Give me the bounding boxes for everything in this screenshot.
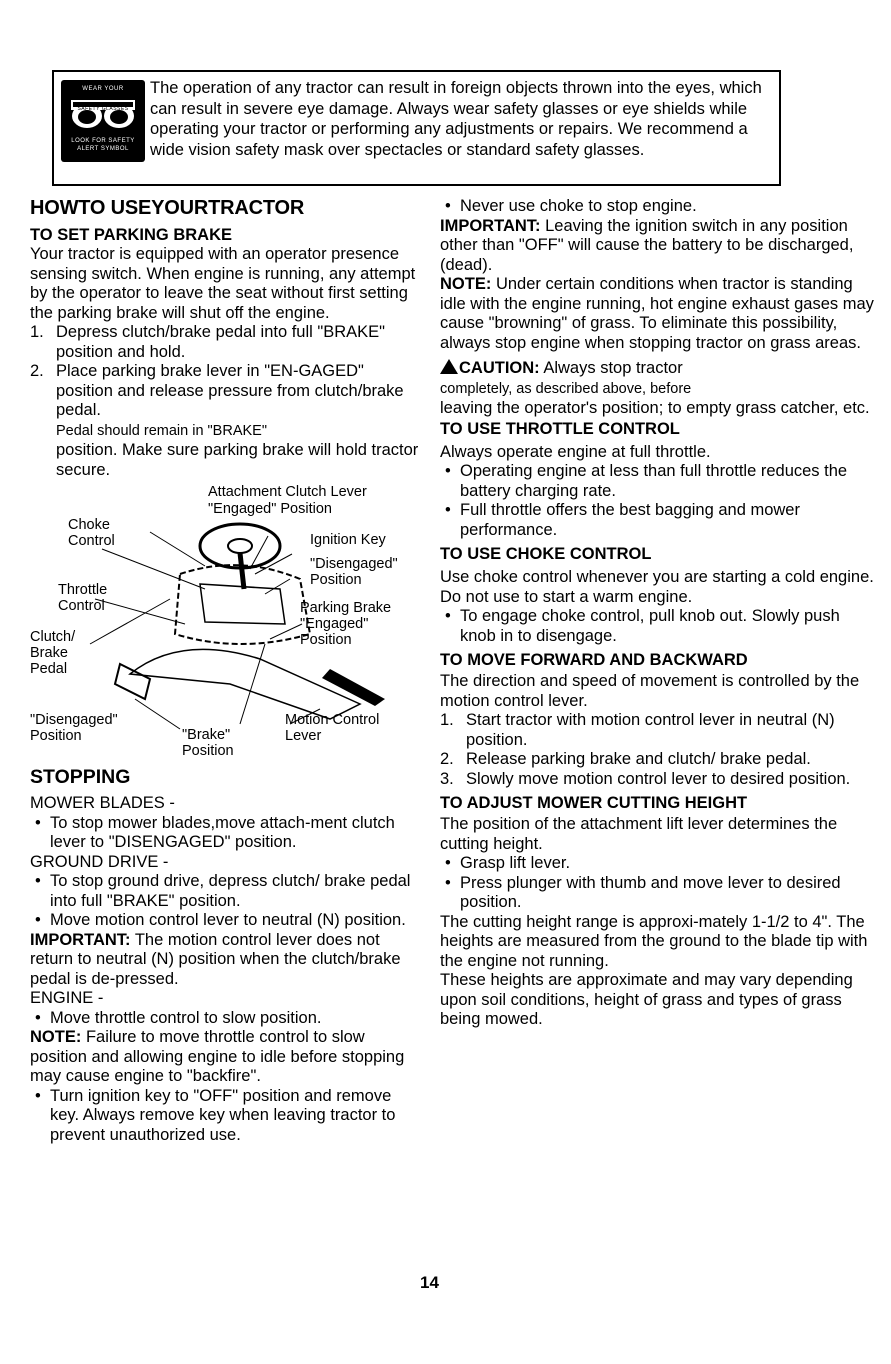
left-column — [30, 197, 420, 1145]
cutting-height-text: The cutting height range is approxi-mately 1-1/2 to 4". The heights are measured from the ground to the blade tip with the engine not running. — [440, 912, 868, 970]
cutting-height-intro: The position of the attachment lift lever determines the cutting height. — [440, 815, 838, 853]
bullet-text: Move throttle control to slow position. — [50, 1008, 322, 1027]
list-item: 3. Slowly move motion control lever to desired position. — [440, 769, 851, 788]
choke-intro: Use choke control whenever you are starting a cold engine. Do not use to start a warm engine. — [440, 568, 874, 606]
engine-list-2 — [30, 1087, 420, 1146]
mower-blades-list — [30, 814, 420, 853]
list-item: • Full throttle offers the best bagging and mower performance. — [445, 501, 800, 539]
stopping-heading: STOPPING — [30, 766, 131, 788]
choke-warning-list — [440, 197, 880, 217]
section-title: HOWTO USEYOURTRACTOR — [30, 197, 305, 219]
engine-list-1 — [30, 1009, 420, 1029]
caution-label: CAUTION: — [459, 359, 540, 377]
move-steps — [440, 711, 880, 789]
important-paragraph — [30, 931, 420, 990]
caution-icon — [440, 359, 458, 374]
list-item: • Grasp lift lever. — [445, 854, 571, 872]
step-text: Start tractor with motion control lever in neutral (N) position. — [466, 711, 835, 749]
choke-list — [440, 607, 880, 646]
bullet-text: Full throttle offers the best bagging and mower performance. — [460, 501, 800, 539]
page-number: 14 — [420, 1273, 439, 1292]
step-note-small: Pedal should remain in "BRAKE" — [56, 422, 267, 439]
bullet-text: Operating engine at less than full throttle reduces the battery charging rate. — [460, 462, 848, 500]
caution-small-text: completely, as described above, before — [440, 380, 692, 397]
engine-heading: ENGINE - — [30, 989, 104, 1007]
parking-brake-intro: Your tractor is equipped with an operator presence sensing switch. When engine is running, any attempt by the operator to leave the seat without first setting the parking brake will shut off the engine. — [30, 245, 416, 322]
parking-brake-heading: TO SET PARKING BRAKE — [30, 226, 232, 244]
note-text: Under certain conditions when tractor is standing idle with the engine running, hot engine exhaust gases may cause "browning" of grass. To eliminate this possibility, always stop engine when stopping tractor on grass areas. — [440, 275, 874, 352]
throttle-list — [440, 462, 880, 540]
step-text: Slowly move motion control lever to desired position. — [466, 769, 851, 788]
note-paragraph — [440, 275, 880, 353]
important-label: IMPORTANT: — [30, 930, 131, 949]
ground-drive-heading: GROUND DRIVE - — [30, 852, 169, 871]
mower-blades-heading: MOWER BLADES - — [30, 794, 175, 812]
figure-label: "Engaged" Position — [208, 501, 332, 517]
cutting-height-text-2: These heights are approximate and may vary depending upon soil conditions, height of grass and types of grass being mowed. — [440, 971, 853, 1028]
figure-label: Throttle Control — [58, 582, 108, 614]
move-heading: TO MOVE FORWARD AND BACKWARD — [440, 651, 748, 669]
bullet-text: To stop mower blades,move attach-ment clutch lever to "DISENGAGED" position. — [50, 813, 395, 851]
list-item: 2. Place parking brake lever in "EN-GAGED" position and release pressure from clutch/brake pedal. Pedal should remain in "BRAKE" position. Make sure parking brake will hold tractor secure. — [30, 362, 419, 479]
caution-text-end: leaving the operator's position; to empty grass catcher, etc. — [440, 399, 870, 417]
icon-text-line: SAFETY GLASSES — [77, 106, 129, 112]
step-text-end: position. Make sure parking brake will hold tractor secure. — [56, 441, 419, 479]
list-item: • To stop mower blades,move attach-ment clutch lever to "DISENGAGED" position. — [35, 813, 395, 851]
glasses-icon — [61, 96, 145, 136]
caution-text: Always stop tractor — [543, 359, 683, 377]
safety-glasses-icon — [61, 80, 145, 162]
move-intro: The direction and speed of movement is controlled by the motion control lever. — [440, 672, 860, 710]
important-text: The motion control lever does not return to neutral (N) position when the clutch/brake pedal is de-pressed. — [30, 930, 401, 988]
step-text: Release parking brake and clutch/ brake pedal. — [466, 750, 811, 768]
choke-heading: TO USE CHOKE CONTROL — [440, 545, 652, 563]
cutting-height-heading: TO ADJUST MOWER CUTTING HEIGHT — [440, 794, 748, 812]
note-text: Failure to move throttle control to slow position and allowing engine to idle before stopping may cause engine to "backfire". — [30, 1028, 405, 1085]
list-item: • Operating engine at less than full throttle reduces the battery charging rate. — [445, 462, 848, 500]
figure-label: Clutch/ Brake Pedal — [30, 629, 76, 677]
bullet-text: Move motion control lever to neutral (N) position. — [50, 911, 406, 929]
figure-label: "Brake" Position — [182, 727, 234, 759]
figure-label: Choke Control — [68, 517, 115, 549]
bullet-text: To stop ground drive, depress clutch/ brake pedal into full "BRAKE" position. — [50, 872, 411, 910]
tractor-controls-figure — [30, 484, 420, 764]
figure-label: Ignition Key — [310, 532, 386, 548]
throttle-intro: Always operate engine at full throttle. — [440, 442, 711, 461]
list-item: 2. Release parking brake and clutch/ brake pedal. — [440, 750, 811, 768]
caution-paragraph — [440, 359, 880, 419]
warning-text: The operation of any tractor can result in foreign objects thrown into the eyes, which can result in severe eye damage. Always wear safety glasses or eye shields while operating your tractor or performing any adjustments or repairs. We recommend a wide vision safety mask over spectacles or standard safety glasses. — [150, 79, 762, 159]
parking-brake-steps — [30, 323, 420, 480]
figure-label: "Disengaged" Position — [30, 712, 118, 744]
throttle-heading: TO USE THROTTLE CONTROL — [440, 419, 680, 438]
list-item: • Move throttle control to slow position. — [35, 1008, 322, 1027]
right-column — [440, 197, 880, 1030]
note-label: NOTE: — [440, 275, 492, 293]
icon-text-line: LOOK FOR SAFETY — [71, 138, 135, 144]
list-item: • Never use choke to stop engine. — [445, 197, 697, 215]
icon-text-line: WEAR YOUR — [82, 86, 124, 92]
note-paragraph — [30, 1028, 420, 1087]
bullet-text: Turn ignition key to "OFF" position and remove key. Always remove key when leaving tractor to prevent unauthorized use. — [50, 1086, 396, 1144]
list-item: • To engage choke control, pull knob out. Slowly push knob in to disengage. — [445, 607, 840, 645]
ground-drive-list — [30, 872, 420, 931]
figure-label: "Disengaged" Position — [310, 556, 398, 588]
list-item: 1. Depress clutch/brake pedal into full "BRAKE" position and hold. — [30, 323, 386, 361]
list-item: 1. Start tractor with motion control lever in neutral (N) position. — [440, 711, 835, 749]
step-text: Place parking brake lever in "EN-GAGED" position and release pressure from clutch/brake pedal. — [56, 362, 404, 419]
bullet-text: Grasp lift lever. — [460, 854, 571, 872]
list-item: • To stop ground drive, depress clutch/ brake pedal into full "BRAKE" position. — [35, 872, 411, 910]
safety-warning-box — [52, 70, 781, 186]
icon-text-line: ALERT SYMBOL — [77, 146, 129, 152]
cutting-height-list — [440, 854, 880, 913]
important-text: Leaving the ignition switch in any position other than "OFF" will cause the battery to be discharged, (dead). — [440, 216, 854, 274]
figure-label: Parking Brake "Engaged" Position — [300, 600, 392, 648]
figure-label: Attachment Clutch Lever — [208, 484, 367, 500]
list-item: • Press plunger with thumb and move lever to desired position. — [445, 873, 841, 911]
bullet-text: Never use choke to stop engine. — [460, 197, 697, 215]
bullet-text: To engage choke control, pull knob out. Slowly push knob in to disengage. — [460, 607, 840, 645]
list-item: • Turn ignition key to "OFF" position and remove key. Always remove key when leaving tractor to prevent unauthorized use. — [35, 1086, 396, 1144]
important-paragraph — [440, 217, 880, 276]
figure-label: Motion Control Lever — [285, 712, 380, 744]
bullet-text: Press plunger with thumb and move lever to desired position. — [460, 873, 841, 911]
list-item: • Move motion control lever to neutral (N) position. — [35, 911, 406, 929]
important-label: IMPORTANT: — [440, 216, 541, 235]
note-label: NOTE: — [30, 1028, 82, 1046]
step-text: Depress clutch/brake pedal into full "BRAKE" position and hold. — [56, 323, 386, 361]
